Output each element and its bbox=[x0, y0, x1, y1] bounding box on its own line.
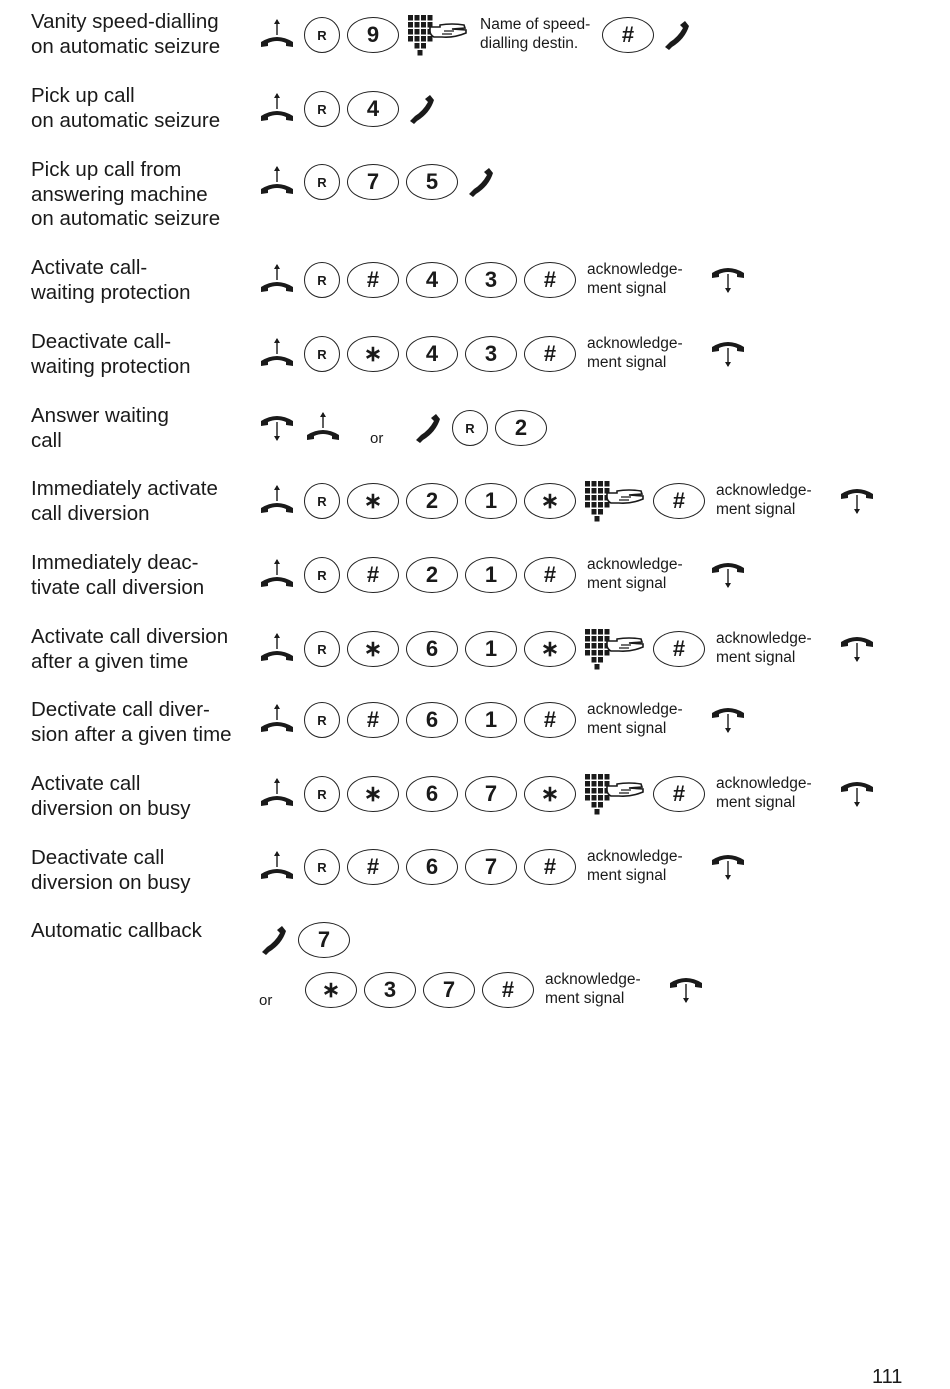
acknowledgement-signal-text bbox=[587, 334, 683, 372]
function-label-line: tivate call diversion bbox=[31, 575, 205, 599]
function-label-line: Dectivate call diver- bbox=[31, 698, 210, 721]
text-line: acknowledge- bbox=[587, 335, 683, 352]
digit-key-2: 2 bbox=[406, 483, 458, 519]
hash-key: # bbox=[524, 557, 576, 593]
r-key: R bbox=[304, 557, 340, 593]
function-label bbox=[31, 330, 251, 379]
digit-key-7: 7 bbox=[465, 776, 517, 812]
hang-up-handset-icon bbox=[709, 556, 747, 594]
handset-icon bbox=[258, 924, 290, 956]
r-key: R bbox=[304, 336, 340, 372]
lift-handset-icon bbox=[258, 701, 296, 739]
hang-up-handset-icon bbox=[709, 261, 747, 299]
hash-key: # bbox=[653, 483, 705, 519]
digit-key-6: 6 bbox=[406, 776, 458, 812]
function-label-line: Deactivate call bbox=[31, 846, 165, 869]
speed-dial-destination-text bbox=[480, 15, 590, 53]
text-line: ment signal bbox=[716, 501, 796, 518]
digit-key-7: 7 bbox=[423, 972, 475, 1008]
text-line: acknowledge- bbox=[587, 261, 683, 278]
hash-key: # bbox=[653, 776, 705, 812]
lift-handset-icon bbox=[258, 261, 296, 299]
acknowledgement-signal-text bbox=[587, 555, 683, 593]
handset-icon bbox=[465, 166, 497, 198]
text-line: ment signal bbox=[587, 867, 667, 884]
hang-up-handset-icon bbox=[667, 971, 705, 1009]
function-label-line: Activate call- bbox=[31, 256, 148, 279]
function-label-line: diversion on busy bbox=[31, 870, 191, 894]
digit-key-9: 9 bbox=[347, 17, 399, 53]
acknowledgement-signal-text bbox=[587, 700, 683, 738]
function-label-line: Pick up call from bbox=[31, 158, 182, 181]
handset-icon bbox=[661, 19, 693, 51]
hash-key: # bbox=[653, 631, 705, 667]
star-key: ∗ bbox=[347, 631, 399, 667]
function-label-line: Activate call diversion bbox=[31, 625, 229, 648]
function-label bbox=[31, 477, 251, 526]
text-line: acknowledge- bbox=[587, 701, 683, 718]
digit-key-2: 2 bbox=[406, 557, 458, 593]
function-label bbox=[31, 84, 251, 133]
text-line: ment signal bbox=[587, 720, 667, 737]
lift-handset-icon bbox=[258, 556, 296, 594]
hash-key: # bbox=[602, 17, 654, 53]
r-key: R bbox=[304, 483, 340, 519]
function-label bbox=[31, 404, 251, 453]
text-line: ment signal bbox=[716, 794, 796, 811]
digit-key-2: 2 bbox=[495, 410, 547, 446]
digit-key-4: 4 bbox=[406, 336, 458, 372]
function-label-line: Activate call bbox=[31, 772, 141, 795]
function-label bbox=[31, 158, 251, 232]
digit-key-6: 6 bbox=[406, 631, 458, 667]
function-label bbox=[31, 256, 251, 305]
or-text: or bbox=[259, 992, 273, 1009]
text-line: acknowledge- bbox=[716, 775, 812, 792]
acknowledgement-signal-text bbox=[716, 629, 812, 667]
hang-up-handset-icon bbox=[838, 630, 876, 668]
star-key: ∗ bbox=[347, 776, 399, 812]
hash-key: # bbox=[524, 702, 576, 738]
text-line: acknowledge- bbox=[716, 482, 812, 499]
hang-up-handset-icon bbox=[709, 701, 747, 739]
r-key: R bbox=[304, 702, 340, 738]
text-line: acknowledge- bbox=[545, 971, 641, 988]
star-key: ∗ bbox=[347, 483, 399, 519]
lift-handset-icon bbox=[258, 482, 296, 520]
star-key: ∗ bbox=[305, 972, 357, 1008]
lift-handset-icon bbox=[304, 409, 342, 447]
function-label-line: Deactivate call- bbox=[31, 330, 172, 353]
hash-key: # bbox=[347, 849, 399, 885]
text-line: ment signal bbox=[716, 649, 796, 666]
hash-key: # bbox=[482, 972, 534, 1008]
digit-key-1: 1 bbox=[465, 702, 517, 738]
text-line: ment signal bbox=[545, 990, 625, 1007]
lift-handset-icon bbox=[258, 630, 296, 668]
text-line: Name of speed- bbox=[480, 16, 591, 33]
hash-key: # bbox=[524, 262, 576, 298]
text-line: ment signal bbox=[587, 354, 667, 371]
acknowledgement-signal-text bbox=[587, 847, 683, 885]
function-label bbox=[31, 10, 251, 59]
hang-up-handset-icon bbox=[258, 409, 296, 447]
function-label bbox=[31, 846, 251, 895]
function-label-line: waiting protection bbox=[31, 280, 191, 304]
lift-handset-icon bbox=[258, 90, 296, 128]
function-label bbox=[31, 551, 251, 600]
function-label-line: on automatic seizure bbox=[31, 108, 221, 132]
function-label-line: call diversion bbox=[31, 501, 150, 525]
text-line: dialling destin. bbox=[480, 35, 579, 52]
or-text: or bbox=[370, 430, 384, 447]
hang-up-handset-icon bbox=[838, 775, 876, 813]
lift-handset-icon bbox=[258, 848, 296, 886]
digit-key-7: 7 bbox=[347, 164, 399, 200]
handset-icon bbox=[406, 93, 438, 125]
r-key: R bbox=[304, 849, 340, 885]
star-key: ∗ bbox=[524, 631, 576, 667]
lift-handset-icon bbox=[258, 163, 296, 201]
function-label-line: Automatic callback bbox=[31, 919, 202, 942]
digit-key-1: 1 bbox=[465, 557, 517, 593]
text-line: acknowledge- bbox=[587, 848, 683, 865]
digit-key-3: 3 bbox=[364, 972, 416, 1008]
acknowledgement-signal-text bbox=[716, 774, 812, 812]
keypad-finger-icon bbox=[583, 772, 645, 816]
function-label-line: on automatic seizure bbox=[31, 207, 221, 230]
hang-up-handset-icon bbox=[838, 482, 876, 520]
function-label-line: after a given time bbox=[31, 649, 189, 673]
digit-key-5: 5 bbox=[406, 164, 458, 200]
digit-key-3: 3 bbox=[465, 262, 517, 298]
function-label-line: call bbox=[31, 428, 62, 452]
digit-key-1: 1 bbox=[465, 483, 517, 519]
digit-key-4: 4 bbox=[406, 262, 458, 298]
r-key: R bbox=[452, 410, 488, 446]
handset-icon bbox=[412, 412, 444, 444]
lift-handset-icon bbox=[258, 775, 296, 813]
keypad-finger-icon bbox=[583, 627, 645, 671]
hash-key: # bbox=[524, 336, 576, 372]
keypad-finger-icon bbox=[406, 13, 468, 57]
r-key: R bbox=[304, 776, 340, 812]
star-key: ∗ bbox=[524, 483, 576, 519]
function-label-line: Immediately activate bbox=[31, 477, 218, 500]
lift-handset-icon bbox=[258, 16, 296, 54]
r-key: R bbox=[304, 164, 340, 200]
acknowledgement-signal-text bbox=[545, 970, 641, 1008]
function-label-line: Immediately deac- bbox=[31, 551, 199, 574]
digit-key-4: 4 bbox=[347, 91, 399, 127]
acknowledgement-signal-text bbox=[716, 481, 812, 519]
page-number: 111 bbox=[872, 1366, 903, 1388]
function-label-line: answering machine bbox=[31, 182, 208, 206]
digit-key-3: 3 bbox=[465, 336, 517, 372]
star-key: ∗ bbox=[524, 776, 576, 812]
function-label-line: Answer waiting bbox=[31, 404, 169, 427]
hash-key: # bbox=[347, 262, 399, 298]
digit-key-7: 7 bbox=[465, 849, 517, 885]
text-line: ment signal bbox=[587, 575, 667, 592]
hash-key: # bbox=[347, 702, 399, 738]
acknowledgement-signal-text bbox=[587, 260, 683, 298]
function-label-line: diversion on busy bbox=[31, 796, 191, 820]
hash-key: # bbox=[524, 849, 576, 885]
r-key: R bbox=[304, 631, 340, 667]
hang-up-handset-icon bbox=[709, 335, 747, 373]
function-label-line: on automatic seizure bbox=[31, 34, 221, 58]
function-label-line: Vanity speed-dialling bbox=[31, 10, 219, 33]
function-label bbox=[31, 698, 251, 747]
r-key: R bbox=[304, 91, 340, 127]
digit-key-7: 7 bbox=[298, 922, 350, 958]
hash-key: # bbox=[347, 557, 399, 593]
text-line: acknowledge- bbox=[716, 630, 812, 647]
r-key: R bbox=[304, 262, 340, 298]
text-line: acknowledge- bbox=[587, 556, 683, 573]
function-label bbox=[31, 625, 251, 674]
function-label-line: waiting protection bbox=[31, 354, 191, 378]
function-label bbox=[31, 919, 251, 944]
function-label bbox=[31, 772, 251, 821]
function-label-line: sion after a given time bbox=[31, 722, 232, 746]
digit-key-6: 6 bbox=[406, 702, 458, 738]
digit-key-1: 1 bbox=[465, 631, 517, 667]
keypad-finger-icon bbox=[583, 479, 645, 523]
text-line: ment signal bbox=[587, 280, 667, 297]
lift-handset-icon bbox=[258, 335, 296, 373]
function-label-line: Pick up call bbox=[31, 84, 135, 107]
star-key: ∗ bbox=[347, 336, 399, 372]
hang-up-handset-icon bbox=[709, 848, 747, 886]
digit-key-6: 6 bbox=[406, 849, 458, 885]
r-key: R bbox=[304, 17, 340, 53]
